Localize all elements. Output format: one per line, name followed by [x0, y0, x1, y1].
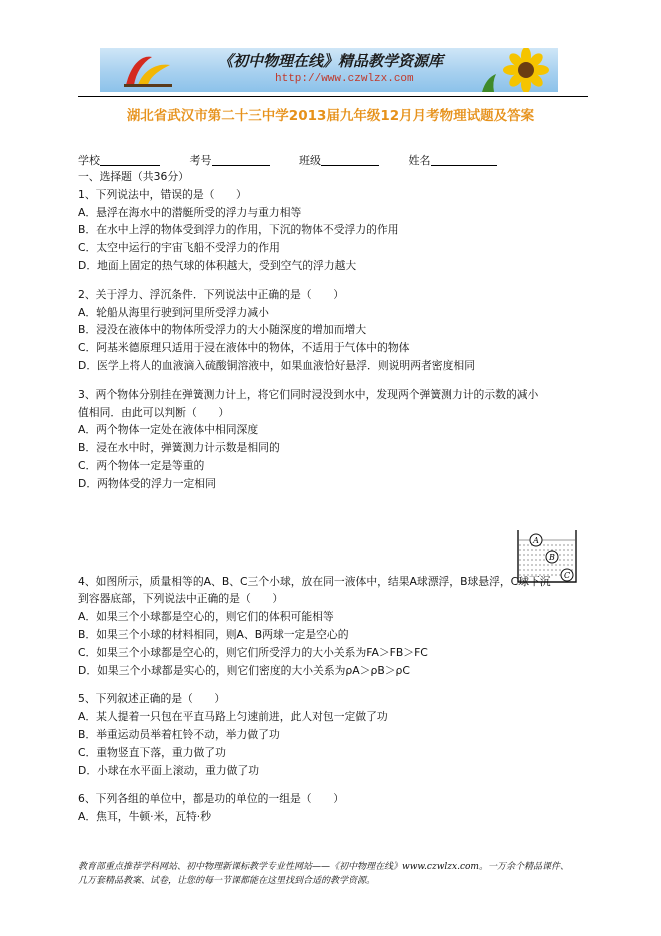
name-field [409, 152, 497, 168]
banner-title: 《初中物理在线》精品教学资源库 [218, 52, 444, 70]
ball-c-label: C [563, 571, 571, 580]
option-a: A．悬浮在海水中的潜艇所受的浮力与重力相等 [78, 205, 302, 219]
ball-b-label: B [549, 553, 555, 562]
three-balls-figure [513, 528, 579, 584]
option-b: B．如果三个小球的材料相同，则A、B两球一定是空心的 [78, 627, 349, 641]
spacer [78, 779, 598, 790]
site-logo [118, 51, 178, 89]
question-stem: 5、下列叙述正确的是（ ） [78, 692, 226, 706]
spacer [78, 275, 598, 286]
option-b: B．在水中上浮的物体受到浮力的作用，下沉的物体不受浮力的作用 [78, 223, 399, 237]
question-6 [78, 790, 598, 826]
option-a: A．焦耳，牛顿·米，瓦特·秒 [78, 810, 212, 824]
question-1 [78, 186, 598, 275]
section-heading: 一、选择题（共36分） [78, 170, 189, 183]
option-d: D．小球在水平面上滚动，重力做了功 [78, 763, 260, 777]
document-title: 湖北省武汉市第二十三中学2013届九年级12月月考物理试题及答案 [126, 108, 535, 124]
question-2 [78, 286, 598, 375]
spacer [78, 679, 598, 690]
school-label: 学校 [78, 154, 100, 167]
header-rule [78, 96, 588, 97]
option-c: C．重物竖直下落，重力做了功 [78, 745, 226, 759]
option-d: D．如果三个小球都是实心的，则它们密度的大小关系为ρA＞ρB＞ρC [78, 663, 410, 677]
option-b: B．浸没在液体中的物体所受浮力的大小随深度的增加而增大 [78, 323, 367, 337]
footer-line-1: 教育部重点推荐学科网站、初中物理新课标教学专业性网站——《初中物理在线》www.czwlzx.com。一万余个精品课件、 [78, 862, 569, 872]
question-stem-cont: 到容器底部，下列说法中正确的是（ ） [78, 592, 284, 606]
option-c: C．两个物体一定是等重的 [78, 458, 205, 472]
question-stem: 1、下列说法中，错误的是（ ） [78, 187, 247, 201]
question-list [78, 168, 598, 826]
option-c: C．太空中运行的宇宙飞船不受浮力的作用 [78, 241, 280, 255]
class-blank [321, 154, 379, 166]
exam-no-label: 考号 [189, 154, 212, 167]
option-c: C．阿基米德原理只适用于浸在液体中的物体，不适用于气体中的物体 [78, 341, 410, 355]
question-stem: 4、如图所示，质量相等的A、B、C三个小球，放在同一液体中，结果A球漂浮，B球悬浮，C球下沉 [78, 574, 551, 588]
option-b: B．浸在水中时，弹簧测力计示数是相同的 [78, 441, 280, 455]
banner-url: http://www.czwlzx.com [275, 73, 414, 85]
option-a: A．两个物体一定处在液体中相同深度 [78, 423, 259, 437]
question-4 [78, 573, 598, 680]
school-blank [100, 154, 160, 166]
name-blank [431, 154, 497, 166]
option-a: A．轮船从海里行驶到河里所受浮力减小 [78, 305, 269, 319]
option-d: D．两物体受的浮力一定相同 [78, 476, 216, 490]
option-d: D．医学上将人的血液滴入硫酸铜溶液中，如果血液恰好悬浮．则说明两者密度相同 [78, 358, 475, 372]
spacer [78, 375, 598, 386]
exam-no-blank [212, 154, 270, 166]
question-stem: 6、下列各组的单位中，都是功的单位的一组是（ ） [78, 792, 344, 806]
exam-no-field [190, 152, 270, 168]
page-footer [78, 860, 598, 888]
sunflower-icon [474, 48, 554, 92]
question-3 [78, 386, 598, 493]
question-5 [78, 690, 598, 779]
question-stem-cont: 值相同．由此可以判断（ ） [78, 405, 230, 419]
question-stem: 2、关于浮力、浮沉条件．下列说法中正确的是（ ） [78, 287, 344, 301]
name-label: 姓名 [408, 154, 431, 167]
option-d: D．地面上固定的热气球的体积越大，受到空气的浮力越大 [78, 258, 357, 272]
question-stem: 3、两个物体分别挂在弹簧测力计上，将它们同时浸没到水中，发现两个弹簧测力计的示数的减小 [78, 387, 539, 401]
header-banner [100, 48, 558, 92]
option-a: A．如果三个小球都是空心的，则它们的体积可能相等 [78, 610, 334, 624]
class-label: 班级 [299, 154, 321, 167]
student-info-row [78, 152, 523, 168]
class-field [299, 152, 379, 168]
ball-a-label: A [533, 536, 539, 545]
footer-line-2: 几万套精品教案、试卷，让您的每一节课都能在这里找到合适的教学资源。 [78, 876, 376, 886]
option-a: A．某人提着一只包在平直马路上匀速前进，此人对包一定做了功 [78, 710, 388, 724]
school-field [78, 152, 160, 168]
option-c: C．如果三个小球都是空心的，则它们所受浮力的大小关系为FA＞FB＞FC [78, 645, 428, 659]
option-b: B．举重运动员举着杠铃不动，举力做了功 [78, 727, 280, 741]
